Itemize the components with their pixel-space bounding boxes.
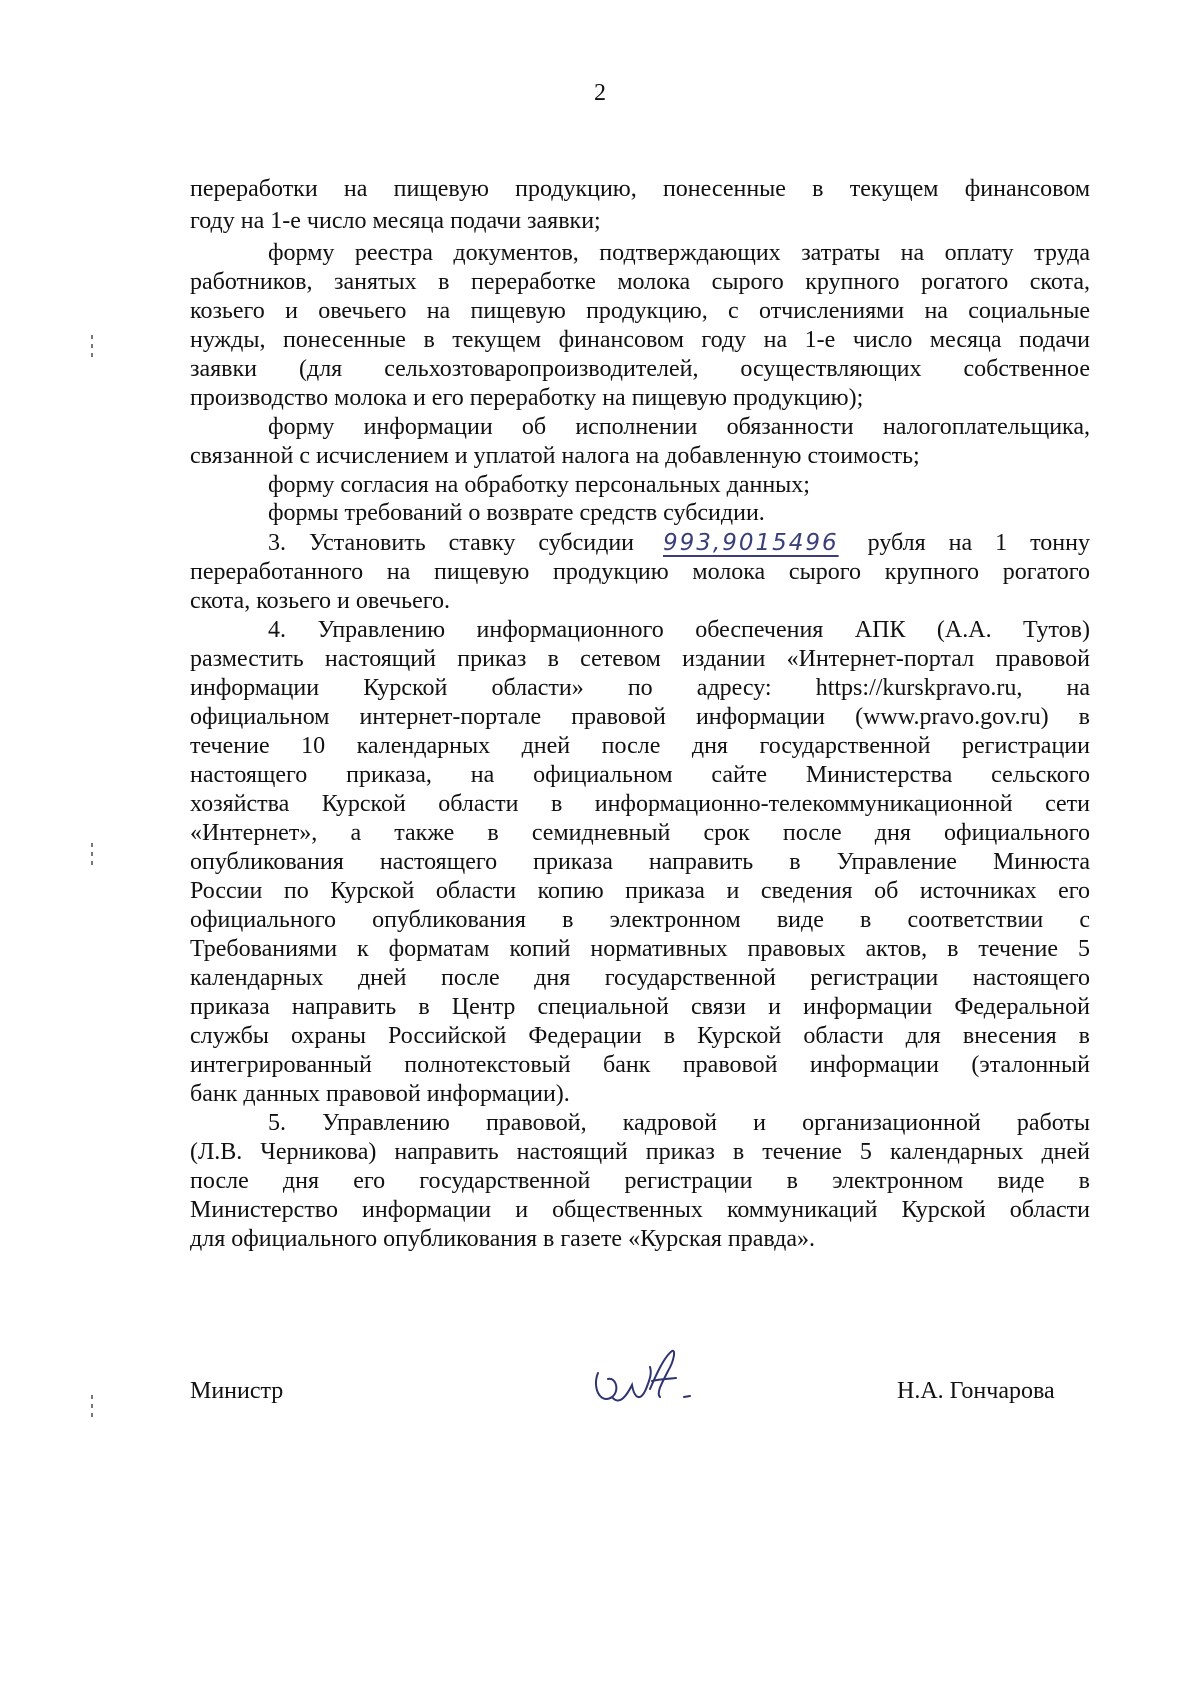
text-line: разместить настоящий приказ в сетевом издании «Интернет-портал правовой (190, 646, 1090, 672)
text-line: приказа направить в Центр специальной связи и информации Федеральной (190, 994, 1090, 1020)
text-line: для официального опубликования в газете «Курская правда». (190, 1226, 816, 1252)
text-line: Министерство информации и общественных коммуникаций Курской области (190, 1197, 1090, 1223)
handwritten-signature (590, 1345, 700, 1420)
signer-title: Министр (190, 1378, 284, 1404)
text-line: официального опубликования в электронном виде в соответствии с (190, 907, 1090, 933)
text-line: настоящего приказа, на официальном сайте Министерства сельского (190, 762, 1090, 788)
text-line: (Л.В. Черникова) направить настоящий приказ в течение 5 календарных дней (190, 1139, 1090, 1165)
text-line: «Интернет», а также в семидневный срок после дня официального (190, 820, 1090, 846)
text-line: России по Курской области копию приказа и сведения об источниках его (190, 878, 1090, 904)
text-line: переработанного на пищевую продукцию молока сырого крупного рогатого (190, 559, 1090, 585)
text-line: опубликования настоящего приказа направить в Управление Минюста (190, 849, 1090, 875)
text-line: 5. Управлению правовой, кадровой и организационной работы (268, 1110, 1090, 1136)
text-line: 4. Управлению информационного обеспечения АПК (А.А. Тутов) (268, 617, 1090, 643)
text-line: форму согласия на обработку персональных данных; (268, 472, 810, 498)
text-line: банк данных правовой информации). (190, 1081, 570, 1107)
text-line: 3. Установить ставку субсидии (268, 530, 634, 556)
text-line: Требованиями к форматам копий нормативных правовых актов, в течение 5 (190, 936, 1090, 962)
page-number: 2 (594, 80, 606, 106)
text-line: производство молока и его переработку на пищевую продукцию); (190, 385, 864, 411)
text-line: переработки на пищевую продукцию, понесенные в текущем финансовом (190, 176, 1090, 202)
signer-name: Н.А. Гончарова (897, 1378, 1055, 1404)
text-line: году на 1-е число месяца подачи заявки; (190, 208, 601, 234)
text-line: работников, занятых в переработке молока сырого крупного рогатого скота, (190, 269, 1090, 295)
text-line: связанной с исчислением и уплатой налога на добавленную стоимость; (190, 443, 920, 469)
text-line: хозяйства Курской области в информационно-телекоммуникационной сети (190, 791, 1090, 817)
text-line: форму информации об исполнении обязанности налогоплательщика, (268, 414, 1090, 440)
text-line: козьего и овечьего на пищевую продукцию, с отчислениями на социальные (190, 298, 1090, 324)
text-line: календарных дней после дня государственной регистрации настоящего (190, 965, 1090, 991)
text-line: скота, козьего и овечьего. (190, 588, 450, 614)
text-line: службы охраны Российской Федерации в Курской области для внесения в (190, 1023, 1090, 1049)
text-line: формы требований о возврате средств субсидии. (268, 500, 765, 526)
margin-mark (88, 838, 96, 865)
subsidy-rate-line (268, 527, 1090, 559)
text-line: информации Курской области» по адресу: https://kurskpravo.ru, на (190, 675, 1090, 701)
text-line: форму реестра документов, подтверждающих затраты на оплату труда (268, 240, 1090, 266)
text-line: после дня его государственной регистрации в электронном виде в (190, 1168, 1090, 1194)
text-line: заявки (для сельхозтоваропроизводителей, осуществляющих собственное (190, 356, 1090, 382)
margin-mark (88, 330, 96, 357)
text-line: нужды, понесенные в текущем финансовом году на 1-е число месяца подачи (190, 327, 1090, 353)
margin-mark (88, 1390, 96, 1417)
text-line: течение 10 календарных дней после дня государственной регистрации (190, 733, 1090, 759)
text-line: официальном интернет-портале правовой информации (www.pravo.gov.ru) в (190, 704, 1090, 730)
rate-suffix: рубля на 1 тонну (867, 530, 1090, 556)
text-line: интегрированный полнотекстовый банк правовой информации (эталонный (190, 1052, 1090, 1078)
handwritten-rate: 993,9015496 (663, 530, 839, 556)
